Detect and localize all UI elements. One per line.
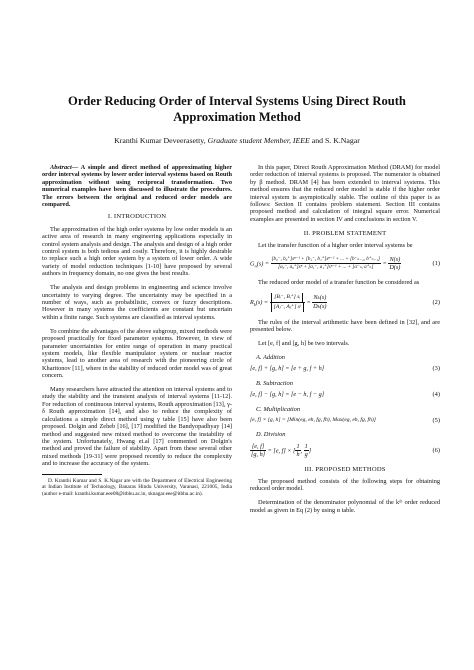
method-paragraph-1: The proposed method consists of the following steps for obtaining reduced order model. xyxy=(250,478,440,493)
equation-2-number: (2) xyxy=(432,298,440,306)
eq1-lhs-sub: n xyxy=(254,263,257,269)
abstract-text: — A simple and direct method of approximating higher order interval systems by lower order interval systems based on Routh approximation without using reciprocal transformation. Two numerical examples have been discussed to illustrate the procedures. The errors between the original and reduced order models are compared. xyxy=(42,164,232,209)
equation-3 xyxy=(250,365,440,372)
author-2-name: S. K.Nagar xyxy=(324,136,360,145)
intro-paragraph-4: Many researchers have attracted the attention on interval systems and to study the stability and the transient analysis of interval systems [11-12]. For reduction of continuous interval systems, Routh approximation [13], γ-δ Routh approximation [14], and also to reduce the complexity of calculations a simple direct method using γ table [15] have also been proposed. Dolgin and Zeheb [16], [17] modified the Bandyopadhyay [14] method and suggested new mixed method to overcome the instability of the system. Unfortunately, Hwang et.al [17] commented on Dolgin's method and proved the failure of stability. Apart from these several other mixed methods [19-31] were proposed recently to reduce the complexity and to increase the accuracy of the system. xyxy=(42,386,232,468)
subheading-subtraction: B. Subtraction xyxy=(256,379,293,387)
author-footnote: D. Kranthi Kumar and S. K.Nagar are with the Department of Electrical Engineering at Indian Institute of Technology, Banaras Hindu University, Varanasi, 221005, India (author e-mail: kranthi.kumar.eee08@itbhu.ac.in, sknagar.eee@itbhu.ac.in). xyxy=(42,477,232,497)
eq6-right-fraction-2 xyxy=(304,443,309,459)
equation-5-body: [e, f] × [g, h] = [Min(eg, eh, fg, fh), Max(eg, eh, fg, fh)] xyxy=(250,417,376,424)
intro-paragraph-3: To combine the advantages of the above subgroup, mixed methods were proposed practically for fixed parameter systems. However, in view of parameter uncertainties for entire range of operation in many practical system models, like flexible manipulator system or nuclear reactor systems, lead to another area of research with the pioneering circle of Kharitonov [11], where in the stability of reduced order model was of great concern. xyxy=(42,327,232,380)
footnote-divider xyxy=(42,474,102,475)
eq2-numerator xyxy=(270,293,305,303)
abstract xyxy=(42,164,232,208)
equation-2-body: $R_k(s)$ = $\frac{\text{[Bᵢ⁻, Bᵢ⁺] sᵢ}}{\text{[Aⱼ⁻, Aⱼ⁺] sʲ}}$ = $\frac{\text{Nₖ(s)}}{\text{Dₖ(s)}}$ xyxy=(250,293,327,310)
eq6-left-fraction xyxy=(250,443,266,459)
eq6-right-fraction-1 xyxy=(295,443,300,459)
problem-paragraph-3: The rules of the interval arithmetic have been defined in [32], and are presented below. xyxy=(250,318,440,334)
method-paragraph-2: Determination of the denominator polynomial of the kᵗʰ order reduced model as given in Eq (2) by using α table. xyxy=(250,499,440,514)
equation-3-number: (3) xyxy=(432,365,440,373)
equation-6-number: (6) xyxy=(432,447,440,455)
abstract-label: Abstract xyxy=(50,164,72,171)
eq6-left-denominator: [g, h] xyxy=(251,451,266,459)
equation-1-body: $G_n(s)$ = $\frac{\text{[b₀⁻, b₀⁺]sⁿ⁻¹ + [b₁⁻, b₁⁺]sⁿ⁻² + ... + [b⁻ₙ₋₁, b⁺ₙ₋₁]}}{\text{[a₀⁻, a₀⁺]sⁿ + [a₁⁻, a₁⁺]sⁿ⁻¹ + ... + [a⁻ₙ, a⁺ₙ]}}$ = $\frac{N(s)}{D(s)}$ xyxy=(250,256,401,272)
author-line xyxy=(20,136,454,146)
eq1-rhs-fraction xyxy=(388,256,401,272)
equation-2 xyxy=(250,293,440,312)
section-heading-proposed-methods: III. PROPOSED METHODS xyxy=(304,465,386,473)
eq2-fraction xyxy=(270,293,305,312)
eq1-numerator: [b₀⁻, b₀⁺]sⁿ⁻¹ + [b₁⁻, b₁⁺]sⁿ⁻² + ... + [b⁻ₙ₋₁, b⁺ₙ₋₁] xyxy=(271,256,381,264)
eq6-r2-numerator: 1 xyxy=(304,442,308,450)
eq6-middle: = [e, f] × xyxy=(267,447,292,455)
eq2-denominator-matrix: [Aⱼ⁻, Aⱼ⁺] sʲ xyxy=(271,303,304,312)
subheading-multiplication: C. Multiplication xyxy=(256,405,301,413)
eq2-lhs-sub: k xyxy=(253,301,256,307)
left-column xyxy=(42,164,232,497)
eq2-rhs-fraction xyxy=(312,294,327,310)
eq1-rhs-denominator: D(s) xyxy=(389,264,401,272)
equation-1-number: (1) xyxy=(432,260,440,268)
equation-5 xyxy=(250,417,440,424)
eq2-lhs-rest: (s) = xyxy=(255,298,269,306)
eq6-r1-numerator: 1 xyxy=(296,442,300,450)
problem-paragraph-4: Let [e, f] and [g, h] be two intervals. xyxy=(258,340,350,348)
subheading-division: D. Division xyxy=(256,431,286,439)
equation-6 xyxy=(250,443,440,459)
eq1-fraction xyxy=(271,256,381,272)
equation-1 xyxy=(250,256,440,272)
eq2-rhs-denominator: Dₖ(s) xyxy=(313,302,327,310)
paper-title: Order Reducing Order of Interval Systems Using Direct Routh Approximation Method xyxy=(68,94,406,124)
eq6-r1-denominator: h xyxy=(296,451,300,459)
eq2-rhs-numerator: Nₖ(s) xyxy=(313,294,327,302)
equation-4-body: [e, f] − [g, h] = [e − h, f − g] xyxy=(250,391,325,399)
author-1-name: Kranthi Kumar Deveerasetty, xyxy=(114,136,208,145)
eq6-left-numerator: [e, f] xyxy=(251,442,265,450)
intro-paragraph-5: In this paper, Direct Routh Approximation Method (DRAM) for model order reduction of interval systems is proposed. The numerator is obtained by β method. DRAM [4] has been extended to interval systems. This method ensures that the reduced order model is stable if the higher order interval system is asymptotically stable. The outline of this paper is as follows: Section II contains problem statement. Section III contains proposed method and calculation of integral square error. Numerical examples are presented in section IV and conclusions in section V. xyxy=(250,164,440,223)
equation-5-number: (5) xyxy=(432,417,440,425)
section-heading-introduction: I. INTRODUCTION xyxy=(107,213,167,221)
eq1-lhs-rest: (s) = xyxy=(256,260,270,268)
eq2-numerator-matrix: [Bᵢ⁻, Bᵢ⁺] sᵢ xyxy=(271,293,303,302)
intro-paragraph-2: The analysis and design problems in engineering and science involve uncertainty to varying degree. The uncertainty may be specified in a number of ways, such as probabilistic, convex or fuzzy descriptions. However in many systems the coefficients are constant but uncertain within a finite range. Such systems are classified as interval systems. xyxy=(42,284,232,321)
eq1-lhs: G xyxy=(250,260,255,268)
author-1-role: Graduate student Member, IEEE xyxy=(207,136,310,145)
equation-3-body: [e, f] + [g, h] = [e + g, f + h] xyxy=(250,365,325,373)
eq6-r2-denominator: g xyxy=(304,451,308,459)
equation-6-body: $\frac{[e, f]}{[g, h]}$ = [e, f] × [ $\frac{1}{h}$ , $\frac{1}{g}$ ] xyxy=(251,442,312,459)
right-column xyxy=(250,164,440,521)
subheading-addition: A. Addition xyxy=(256,354,285,361)
eq2-lhs: R xyxy=(250,298,254,306)
eq2-denominator xyxy=(270,303,305,312)
author-separator: and xyxy=(309,136,325,145)
intro-paragraph-1: The approximation of the high order systems by low order models is an active area of research in many engineering applications especially in control system analysis and design. The analysis and design of a high order control system is both tedious and costly. Therefore, it is highly desirable to replace such a high order system by a system of lower order. A wide variety of model reduction techniques [1-10] have proposed by several authors in frequency domain, no one gives the best results. xyxy=(42,225,232,278)
eq1-denominator: [a₀⁻, a₀⁺]sⁿ + [a₁⁻, a₁⁺]sⁿ⁻¹ + ... + [a⁻ₙ, a⁺ₙ] xyxy=(278,264,374,271)
problem-paragraph-2: The reduced order model of a transfer function be considered as xyxy=(258,278,420,286)
section-heading-problem-statement: II. PROBLEM STATEMENT xyxy=(303,229,387,237)
equation-4 xyxy=(250,391,440,398)
eq1-rhs-numerator: N(s) xyxy=(389,256,401,264)
problem-paragraph-1: Let the transfer function of a higher order interval systems be xyxy=(258,242,413,250)
equation-4-number: (4) xyxy=(432,391,440,399)
